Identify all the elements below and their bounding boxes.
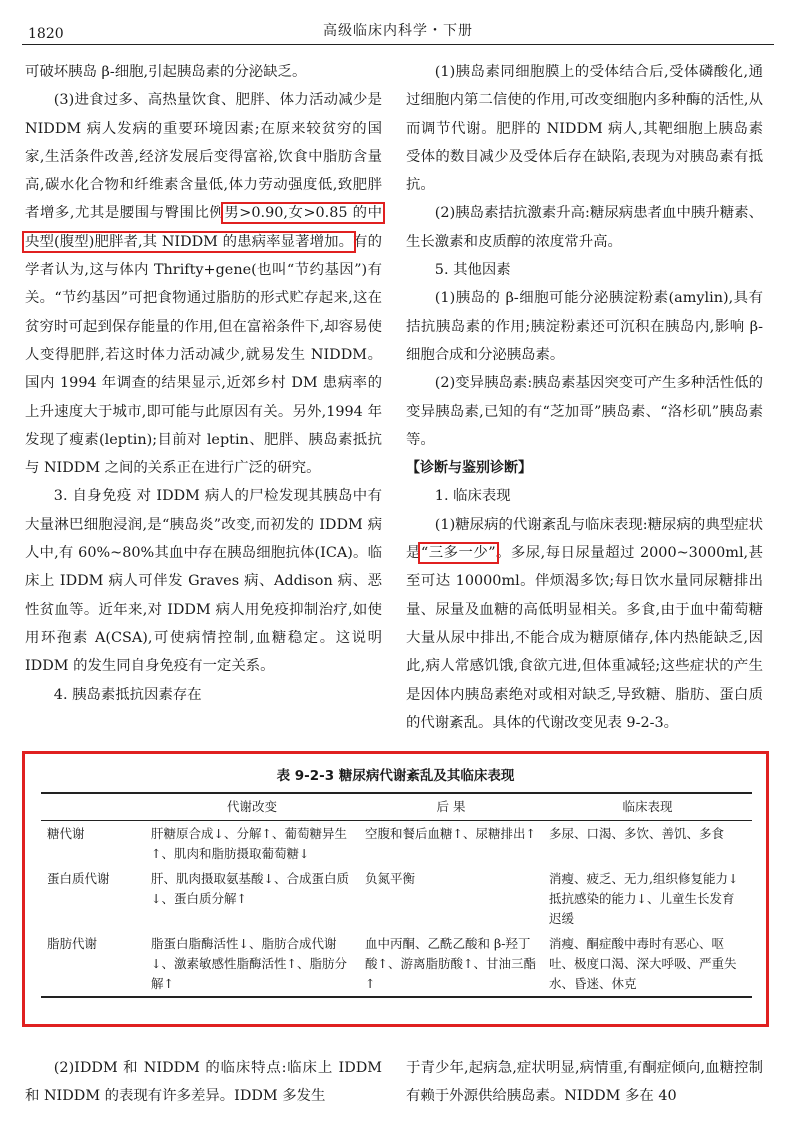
- paragraph: (2)胰岛素拮抗激素升高:糖尿病患者血中胰升糖素、生长激素和皮质醇的浓度常升高。: [406, 205, 763, 250]
- subheading: 5. 其他因素: [434, 262, 511, 279]
- paragraph: (1)胰岛素同细胞膜上的受体结合后,受体磷酸化,通过细胞内第二信使的作用,可改变细胞内多种酶的活性,从而调节代谢。肥胖的 NIDDM 病人,其靶细胞上胰岛素受体的数目减少及受体后存在缺陷,表现为对胰岛素有抵抗。: [406, 64, 763, 194]
- left-column: [25, 58, 382, 709]
- table-cell: 消瘦、疲乏、无力,组织修复能力↓抵抗感染的能力↓、儿童生长发育迟缓: [549, 871, 739, 926]
- table-cell: 负氮平衡: [365, 871, 416, 886]
- highlight-box: 男>0.90,女>0.85 的中央型(腹型)肥胖者,其 NIDDM 的患病率显著增加。: [25, 205, 382, 250]
- table-cell: 蛋白质代谢: [47, 871, 110, 886]
- table-caption: 表 9-2-3 糖尿病代谢紊乱及其临床表现: [276, 768, 515, 784]
- table-row: [41, 931, 752, 997]
- table-cell: 肝、肌肉摄取氨基酸↓、合成蛋白质↓、蛋白质分解↑: [151, 871, 349, 906]
- paragraph: 3. 自身免疫 对 IDDM 病人的尸检发现其胰岛中有大量淋巴细胞浸润,是“胰岛炎”改变,而初发的 IDDM 病人中,有 60%~80%其血中存在胰岛细胞抗体(ICA)。临床上 IDDM 病人可伴发 Graves 病、Addison 病、恶性贫血等。近年来,对 IDDM 病人用免疫抑制治疗,如使用环孢素 A(CSA),可使病情控制,血糖稳定。这说明 IDDM 的发生同自身免疫有一定关系。: [25, 488, 382, 675]
- table-cell: 血中丙酮、乙酰乙酸和 β-羟丁酸↑、游离脂肪酸↑、甘油三酯↑: [359, 931, 543, 997]
- paragraph: (1)糖尿病的代谢紊乱与临床表现:糖尿病的典型症状是“三多一少”。多尿,每日尿量超过 2000~3000ml,甚至可达 10000ml。伴烦渴多饮;每日饮水量同尿糖排出量、尿量及血糖的高低明显相关。多食,由于血中葡萄糖大量从尿中排出,不能合成为糖原储存,体内热能缺乏,因此,病人常感饥饿,食欲亢进,但体重减轻;这些症状的产生是因体内胰岛素绝对或相对缺乏,导致糖、脂肪、蛋白质的代谢紊乱。具体的代谢改变见表 9-2-3。: [406, 516, 763, 731]
- book-title: 高级临床内科学・下册: [323, 23, 473, 39]
- table-cell: 空腹和餐后血糖↑、尿糖排出↑: [365, 826, 536, 841]
- table-header-cell: [41, 793, 145, 821]
- table-header-cell: 临床表现: [543, 793, 752, 821]
- table-cell: 脂蛋白脂酶活性↓、脂肪合成代谢↓、激素敏感性脂酶活性↑、脂肪分解↑: [145, 931, 359, 997]
- bottom-right-text: [406, 1054, 763, 1111]
- paragraph: (3)进食过多、高热量饮食、肥胖、体力活动减少是 NIDDM 病人发病的重要环境因素;在原来较贫穷的国家,生活条件改善,经济发展后变得富裕,饮食中脂肪含量高,碳水化合物和纤维素含量低,体力劳动强度低,致肥胖者增多,尤其是腰围与臀围比例男>0.90,女>0.85 的中央型(腹型)肥胖者,其 NIDDM 的患病率显著增加。有的学者认为,这与体内 Thrifty+gene(也叫“节约基因”)有关。“节约基因”可把食物通过脂肪的形式贮存起来,这在贫穷时可起到保存能量的作用,但在富裕条件下,却容易使人变得肥胖,若这时体力活动减少,就易发生 NIDDM。国内 1994 年调查的结果显示,近郊乡村 DM 患病率的上升速度大于城市,即可能与此原因有关。另外,1994 年发现了瘦素(leptin);目前对 leptin、肥胖、胰岛素抵抗与 NIDDM 之间的关系正在进行广泛的研究。: [25, 92, 382, 477]
- table-cell: 糖代谢: [47, 826, 85, 841]
- section-title: 【诊断与鉴别诊断】: [406, 460, 532, 477]
- table-header-row: [41, 793, 752, 821]
- page-number: 1820: [28, 26, 64, 42]
- table-cell: 脂肪代谢: [41, 931, 145, 997]
- table-cell: 消瘦、酮症酸中毒时有恶心、呕吐、极度口渴、深大呼吸、严重失水、昏迷、休克: [543, 931, 752, 997]
- bottom-left-text: [25, 1054, 382, 1111]
- paragraph: 可破坏胰岛 β-细胞,引起胰岛素的分泌缺乏。: [25, 64, 307, 80]
- right-column: [406, 58, 763, 737]
- table-row: [41, 866, 752, 931]
- running-header: [22, 14, 774, 45]
- paragraph: (2)IDDM 和 NIDDM 的临床特点:临床上 IDDM 和 NIDDM 的表现有许多差异。IDDM 多发生: [25, 1060, 382, 1105]
- paragraph: (2)变异胰岛素:胰岛素基因突变可产生多种活性低的变异胰岛素,已知的有“芝加哥”胰岛素、“洛杉矶”胰岛素等。: [406, 375, 763, 448]
- table-header-cell: 代谢改变: [145, 793, 359, 821]
- subheading: 1. 临床表现: [434, 488, 511, 505]
- table-row: [41, 821, 752, 867]
- paragraph: 4. 胰岛素抵抗因素存在: [53, 686, 202, 703]
- highlight-box: “三多一少”: [420, 545, 496, 562]
- table-cell: 肝糖原合成↓、分解↑、葡萄糖异生↑、肌肉和脂肪摄取葡萄糖↓: [151, 826, 347, 861]
- paragraph: (1)胰岛的 β-细胞可能分泌胰淀粉素(amylin),具有拮抗胰岛素的作用;胰淀粉素还可沉积在胰岛内,影响 β-细胞合成和分泌胰岛素。: [406, 290, 763, 363]
- table-header-cell: 后 果: [359, 793, 543, 821]
- table-cell: 多尿、口渴、多饮、善饥、多食: [549, 826, 725, 841]
- paragraph: 于青少年,起病急,症状明显,病情重,有酮症倾向,血糖控制有赖于外源供给胰岛素。NIDDM 多在 40: [406, 1060, 763, 1105]
- metabolism-table: [41, 792, 752, 998]
- table-highlight-box: [22, 751, 769, 1027]
